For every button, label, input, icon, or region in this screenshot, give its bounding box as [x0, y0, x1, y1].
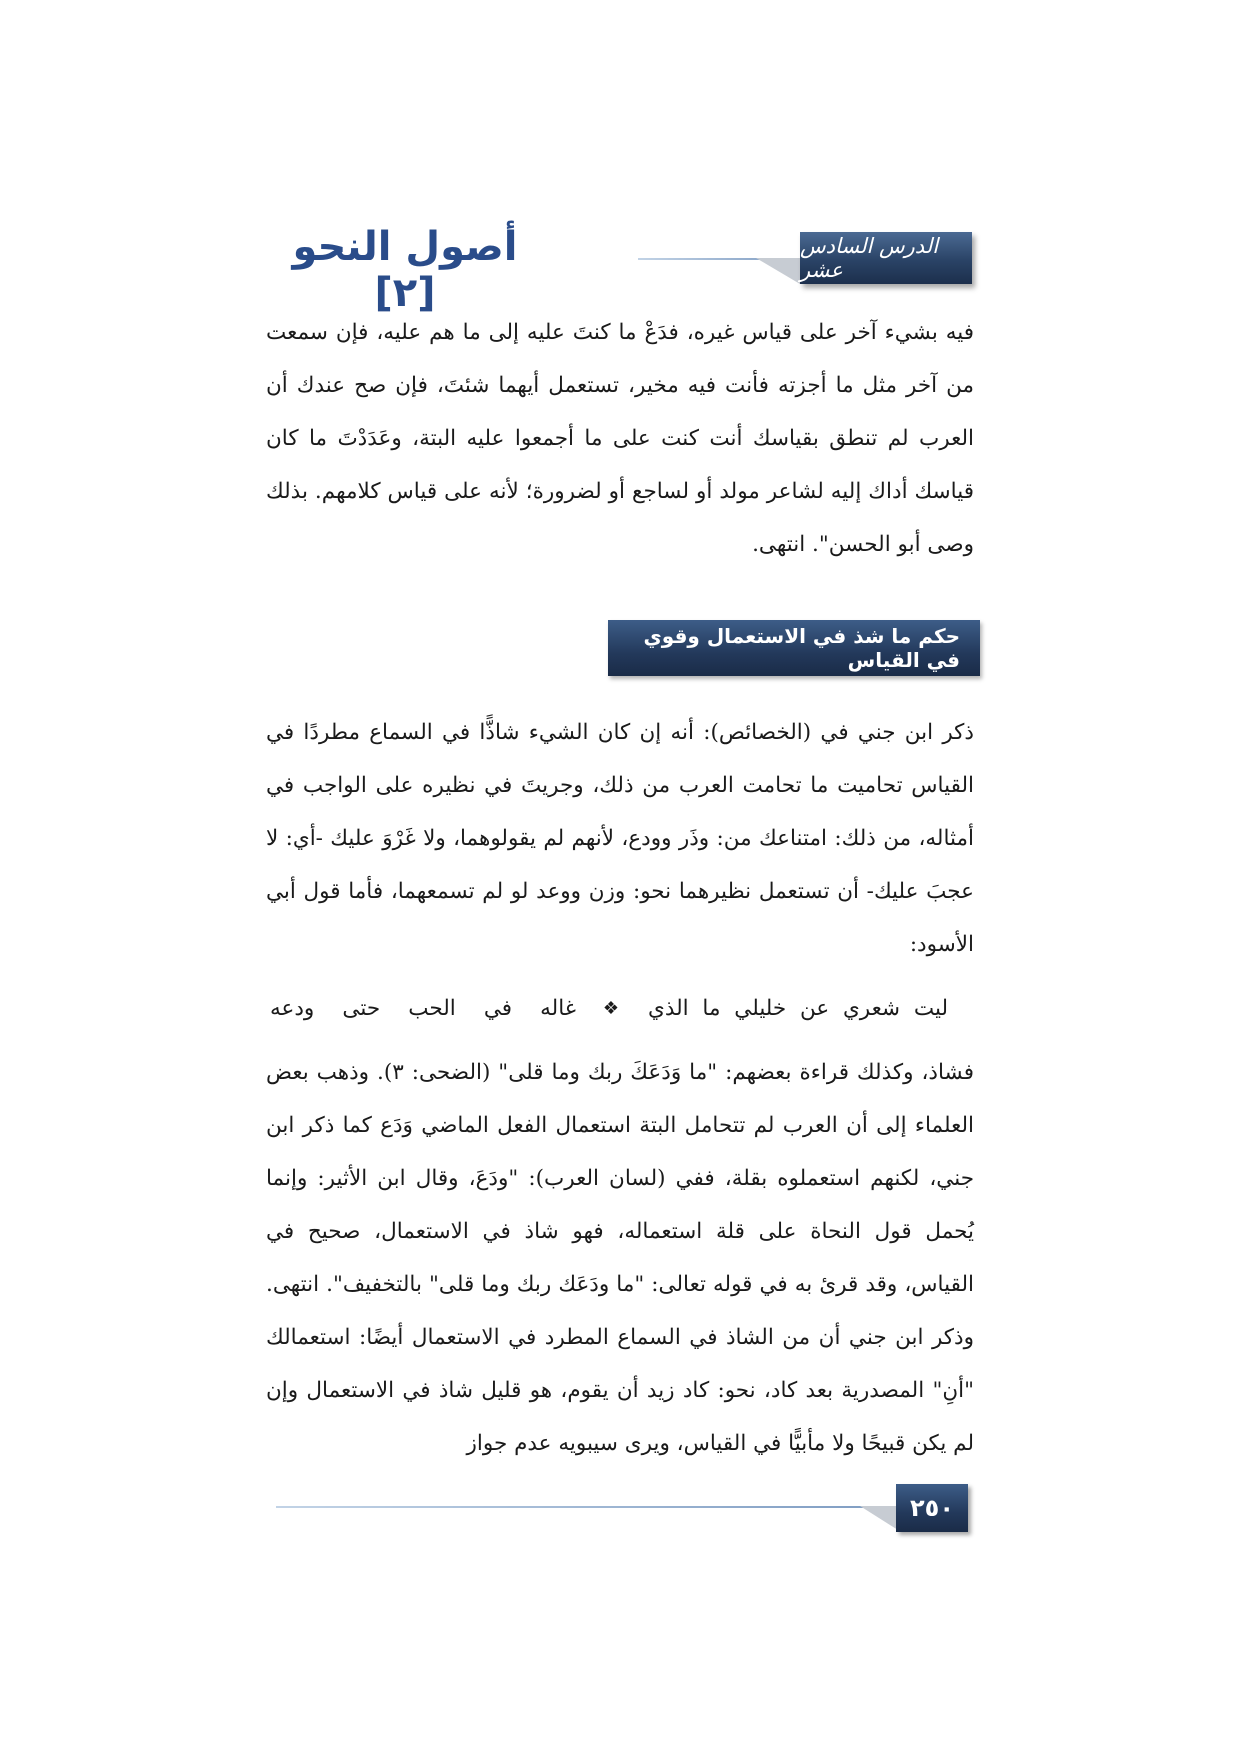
- body-paragraph-2: ذكر ابن جني في (الخصائص): أنه إن كان الشيء شاذًّا في السماع مطردًا في القياس تحاميت ما تحامت العرب من ذلك، وجريتَ في نظيره على الواجب في أمثاله، من ذلك: امتناعك من: وذَر وودع، لأنهم لم يقولوهما، ولا غَرْوَ عليك -أي: لا عجبَ عليك- أن تستعمل نظيرهما نحو: وزن ووعد لو لم تسمعهما، فأما قول أبي الأسود:: [266, 720, 974, 957]
- section-heading: حكم ما شذ في الاستعمال وقوي في القياس: [608, 620, 980, 676]
- lesson-label: الدرس السادس عشر: [800, 232, 972, 284]
- poem-verse: [266, 984, 974, 1034]
- page-number: ٢٥٠: [896, 1484, 968, 1532]
- body-paragraph-1: فيه بشيء آخر على قياس غيره، فدَعْ ما كنتَ عليه إلى ما هم عليه، فإن سمعت من آخر مثل ما أجزته فأنت فيه مخير، تستعمل أيهما شئتَ، فإن صح عندك أن العرب لم تنطق بقياسك أنت كنت على ما أجمعوا عليه البتة، وعَدَدْتَ ما كان قياسك أداك إليه لشاعر مولد أو لساجع أو لضرورة؛ لأنه على قياس كلامهم. بذلك وصى أبو الحسن". انتهى.: [266, 320, 974, 557]
- verse-separator-icon: ❖: [602, 998, 620, 1019]
- body-paragraph-3: فشاذ، وكذلك قراءة بعضهم: "ما وَدَعَكَ ربك وما قلى" (الضحى: ٣). وذهب بعض العلماء إلى أن العرب لم تتحامل البتة استعمال الفعل الماضي وَدَع كما ذكر ابن جني، لكنهم استعملوه بقلة، ففي (لسان العرب): "ودَعَ، وقال ابن الأثير: وإنما يُحمل قول النحاة على قلة استعماله، فهو شاذ في الاستعمال، صحيح في القياس، وقد قرئ به في قوله تعالى: "ما ودَعَك ربك وما قلى" بالتخفيف". انتهى. وذكر ابن جني أن من الشاذ في السماع المطرد في الاستعمال أيضًا: استعمالك "أنِ" المصدرية بعد كاد، نحو: كاد زيد أن يقوم، هو قليل شاذ في الاستعمال وإن لم يكن قبيحًا ولا مأبيًّا في القياس، ويرى سيبويه عدم جواز: [266, 1060, 974, 1456]
- verse-second-hemistich: غاله في الحب حتى ودعه: [270, 996, 576, 1021]
- page-header: [266, 224, 972, 316]
- page-footer: [276, 1484, 976, 1532]
- header-decoration: [756, 258, 800, 284]
- chapter-title: أصول النحو [٢]: [292, 224, 518, 316]
- footer-decoration: [860, 1506, 898, 1530]
- footer-rule: [276, 1506, 898, 1508]
- verse-first-hemistich: ليت شعري عن خليلي ما الذي: [648, 996, 948, 1021]
